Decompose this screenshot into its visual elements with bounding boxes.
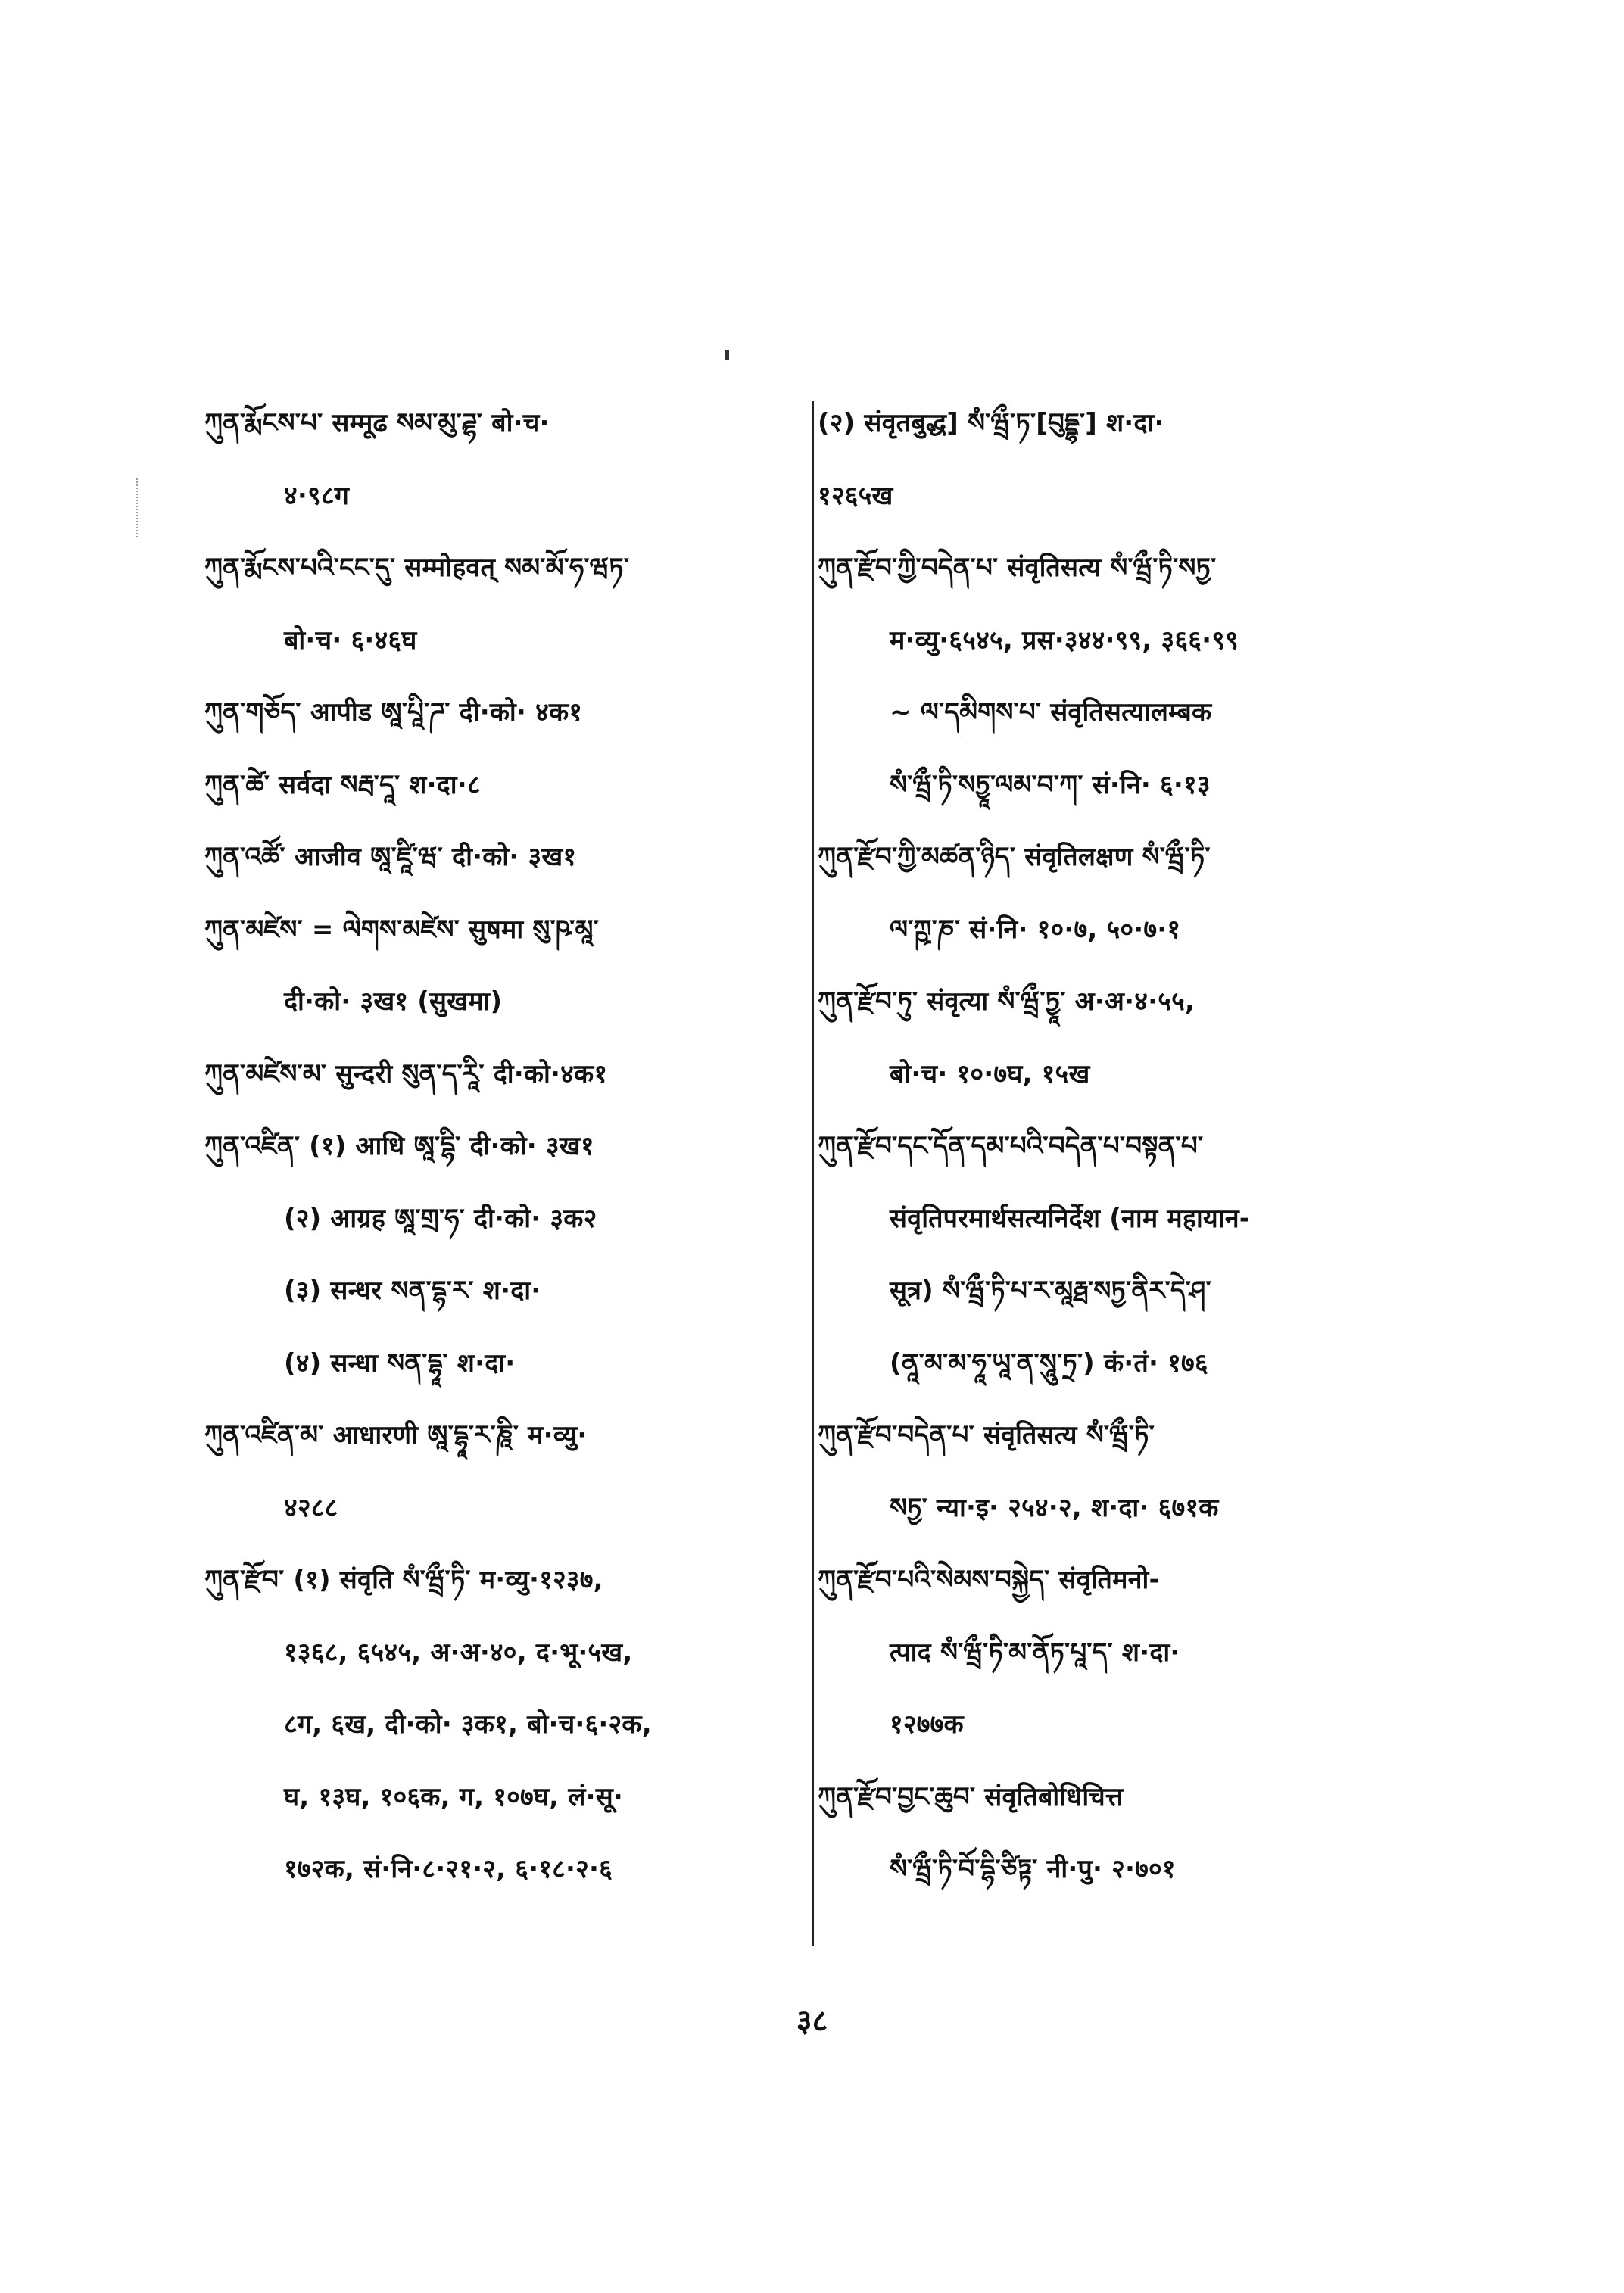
entry-continuation-line: सूत्र) སཾ་ཝྲྀ་ཏི་པ་ར་མཱརྠ་སཏྱ་ནིར་དེ་ཤ་: [890, 1276, 1211, 1306]
entry-continuation-line: त्पाद སཾ་ཝྲྀ་ཏི་མ་ནོཏ་པཱ་ད་ श·दा·: [890, 1637, 1180, 1668]
entry-headword-line: ཀུན་རྫོབ་བྱང་ཆུབ་ संवृतिबोधिचित्त: [818, 1781, 1124, 1812]
entry-headword-line: ཀུན་རྫོབ་བདེན་པ་ संवृतिसत्य སཾ་ཝྲྀ་ཏི་: [818, 1420, 1155, 1450]
entry-continuation-line: ४२८८: [284, 1492, 338, 1523]
entry-headword-line: ཀུན་འཚོ་ आजीव ཨཱ་ཛཱི་ཝ་ दी·को· ३ख१: [204, 842, 577, 872]
entry-continuation-line: ~ ལ་དམིགས་པ་ संवृतिसत्यालम्बक: [890, 697, 1212, 727]
entry-continuation-line: ལ་ཀྵ་ཎ་ सं·नि· १०·७, ५०·७·१: [890, 914, 1181, 945]
entry-headword-line: ཀུན་རྨོངས་པ་ सम्मूढ སམ་མུ་ཌྷ་ बो·च·: [204, 408, 550, 438]
entry-headword-line: ཀུན་མཛེས་མ་ सुन्दरी སུན་ད་རཱི་ दी·को·४क१: [204, 1058, 608, 1089]
entry-continuation-line: दी·को· ३ख१ (सुखमा): [284, 986, 503, 1017]
column-divider: [812, 401, 814, 1946]
entry-headword-line: ཀུན་རྫོབ་ཏུ་ संवृत्या སཾ་ཝྲྀ་ཏྱཱ་ अ·अ·४·५५,: [818, 986, 1195, 1017]
entry-continuation-line: ८ग, ६ख, दी·को· ३क१, बो·च·६·२क,: [284, 1709, 652, 1740]
entry-headword-line: ཀུན་རྨོངས་པའི་ངང་དུ་ सम्मोहवत् སམ་མོ་ཧ་ཝཏ་: [204, 553, 630, 583]
entry-continuation-line: ४·९८ग: [284, 480, 350, 511]
entry-continuation-line: སཏྱ་ न्या·इ· २५४·२, श·दा· ६७१क: [890, 1492, 1219, 1523]
entry-continuation-line: སཾ་ཝྲྀ་ཏི་སཏྱཱ་ལམ་བ་ཀ་ सं·नि· ६·१३: [890, 769, 1211, 800]
page-number: ३८: [796, 2004, 828, 2039]
entry-continuation-line: बो·च· ६·४६घ: [284, 625, 417, 656]
entry-continuation-line: (३) सन्धर སན་དྷ་ར་ श·दा·: [284, 1276, 541, 1306]
entry-continuation-line: སཾ་ཝྲྀ་ཏི་བོ་དྷི་ཙིཏྟ་ नी·पु· २·७०१: [890, 1854, 1176, 1884]
left-column: [204, 388, 803, 1906]
entry-headword-line: ཀུན་འཛིན་ (१) आधि ཨཱ་དྷི་ दी·को· ३ख१: [204, 1131, 594, 1161]
entry-continuation-line: (२) आग्रह ཨཱ་གྲ་ཧ་ दी·को· ३क२: [284, 1203, 597, 1234]
margin-mark: [136, 478, 139, 537]
entry-headword-line: ཀུན་རྫོབ་པའི་སེམས་བསྐྱེད་ संवृतिमनो-: [818, 1565, 1160, 1595]
entry-headword-line: ཀུན་རྫོབ་ (१) संवृति སཾ་ཝྲྀ་ཏི་ म·व्यु·१२३७,: [204, 1565, 603, 1595]
entry-headword-line: (२) संवृतबुद्ध] སཾ་ཝྲྀ་ཏ་[བུདྡྷ་] श·दा·: [818, 408, 1164, 438]
entry-continuation-line: संवृतिपरमार्थसत्यनिर्देश (नाम महायान-: [890, 1203, 1251, 1234]
entry-headword-line: ཀུན་གཅོད་ आपीड ཨཱ་པཱི་ཌ་ दी·को· ४क१: [204, 697, 583, 727]
ink-speck: [725, 350, 729, 360]
entry-continuation-line: १२७७क: [890, 1709, 964, 1740]
entry-headword-line: ཀུན་རྫོབ་དང་དོན་དམ་པའི་བདེན་པ་བསྟན་པ་: [818, 1131, 1204, 1161]
entry-headword-line: ཀུན་མཛེས་ = ལེགས་མཛེས་ सुषमा སུ་ཥ་མཱ་: [204, 914, 599, 945]
entry-continuation-line: घ, १३घ, १०६क, ग, १०७घ, लं·सू·: [284, 1781, 624, 1812]
right-column: [818, 388, 1454, 1906]
entry-headword-line: ཀུན་རྫོབ་ཀྱི་བདེན་པ་ संवृतिसत्य སཾ་ཝྲྀ་ཏི་སཏྱ་: [818, 553, 1217, 583]
entry-headword-line: १२६५ख: [818, 480, 893, 511]
entry-headword-line: ཀུན་ཚེ་ सर्वदा སརྦ་དཱ་ श·दा·८: [204, 769, 481, 800]
entry-continuation-line: (४) सन्धा སན་དྷཱ་ श·दा·: [284, 1347, 516, 1379]
entry-continuation-line: (ནཱ་མ་མ་ཧཱ་ཡཱ་ན་སཱུ་ཏྲ་) कं·तं· १७६: [890, 1347, 1208, 1379]
entry-continuation-line: बो·च· १०·७घ, १५ख: [890, 1058, 1090, 1089]
entry-continuation-line: म·व्यु·६५४५, प्रस·३४४·९९, ३६६·९९: [890, 625, 1239, 656]
entry-continuation-line: १३६८, ६५४५, अ·अ·४०, द·भू·५ख,: [284, 1637, 633, 1668]
entry-headword-line: ཀུན་རྫོབ་ཀྱི་མཚན་ཉིད་ संवृतिलक्षण སཾ་ཝྲྀ་ཏི་: [818, 842, 1211, 872]
entry-headword-line: ཀུན་འཛིན་མ་ आधारणी ཨཱ་དྷཱ་ར་ཎཱི་ म·व्यु·: [204, 1420, 588, 1450]
entry-continuation-line: १७२क, सं·नि·८·२१·२, ६·१८·२·६: [284, 1854, 613, 1884]
